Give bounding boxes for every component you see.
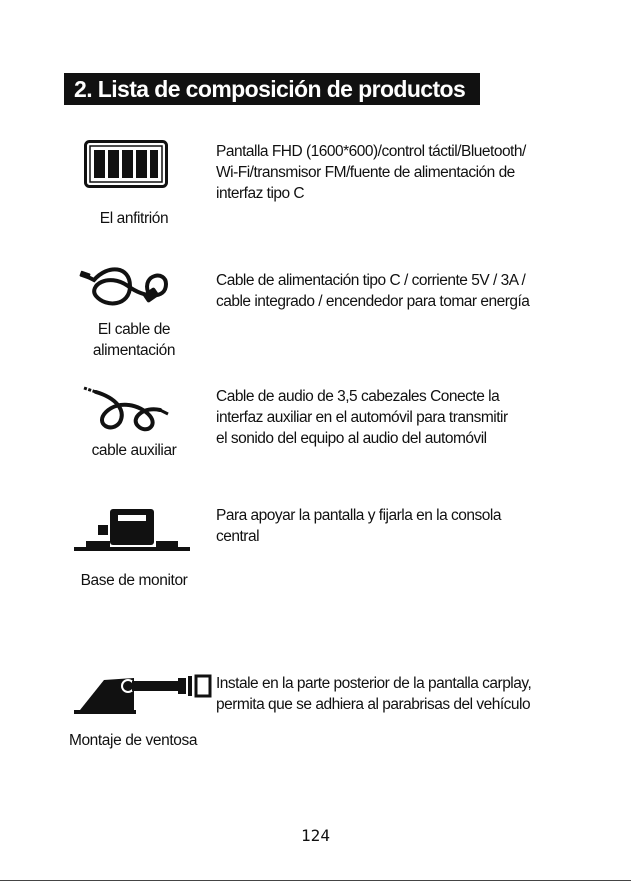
aux-cable-icon xyxy=(82,384,172,439)
item-label-suction-mount: Montaje de ventosa xyxy=(68,732,198,749)
item-description-suction-mount: Instale en la parte posterior de la pantalla carplay, permita que se adhiera al parabrisas del vehículo xyxy=(216,675,532,713)
item-description-host: Pantalla FHD (1600*600)/control táctil/Bluetooth/ Wi-Fi/transmisor FM/fuente de alimentación de interfaz tipo C xyxy=(216,143,526,202)
item-description-monitor-base: Para apoyar la pantalla y fijarla en la consola central xyxy=(216,507,501,545)
item-label-monitor-base: Base de monitor xyxy=(80,572,188,589)
section-title: 2. Lista de composición de productos xyxy=(64,73,480,105)
monitor-base-icon xyxy=(72,507,192,560)
host-screen-icon xyxy=(84,140,168,193)
item-label-aux-cable: cable auxiliar xyxy=(91,442,177,459)
item-description-aux-cable: Cable de audio de 3,5 cabezales Conecte la interfaz auxiliar en el automóvil para transmitir el sonido del equipo al audio del automóvil xyxy=(216,388,508,447)
item-description-power-cable: Cable de alimentación tipo C / corriente 5V / 3A / cable integrado / encendedor para tomar energía xyxy=(216,272,530,310)
item-label-host: El anfitrión xyxy=(99,210,169,227)
suction-mount-icon xyxy=(70,670,216,723)
page-number: 124 xyxy=(301,826,330,845)
power-cable-icon xyxy=(78,262,178,317)
item-label-power-cable: El cable de alimentación xyxy=(92,321,176,359)
page-bottom-rule xyxy=(0,880,631,881)
